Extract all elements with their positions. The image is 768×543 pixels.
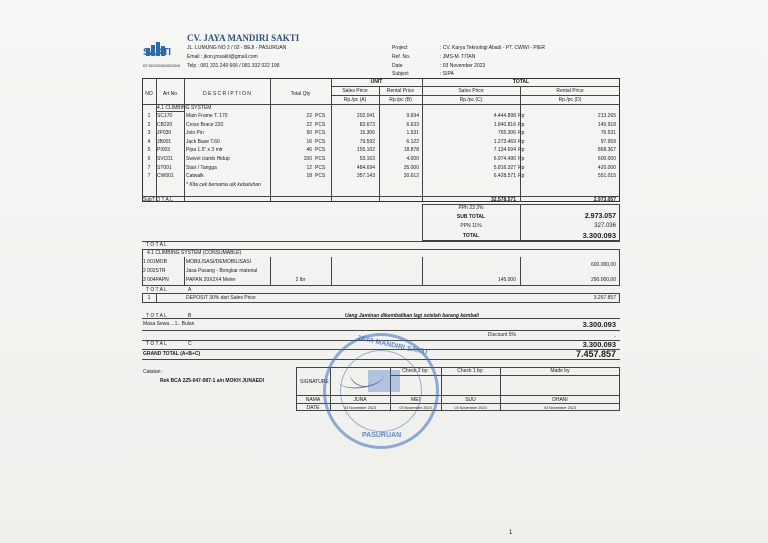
total-c-label: T O T A L <box>146 341 167 347</box>
total-header: TOTAL <box>512 79 530 85</box>
consumable-total-label: T O T A L <box>146 242 167 248</box>
stamp-bottom-text: PASURUAN <box>362 432 402 439</box>
item-qty: 22 <box>306 121 312 128</box>
item-cur: Rp <box>518 156 525 162</box>
ref-label: Ref. No. <box>392 54 411 60</box>
item-b: 9.694 <box>406 113 419 119</box>
item-c: 4.444.898 <box>493 113 516 119</box>
item-art: JB001 <box>157 138 172 145</box>
total-value: 3.300.093 <box>582 231 616 240</box>
item-art: CW001 <box>157 173 174 180</box>
item-unit: PCS <box>315 147 326 154</box>
item-qty: 150 <box>303 156 312 162</box>
project-label: Project <box>392 45 408 51</box>
item-a: 357.143 <box>356 173 375 180</box>
item-c: 6.428.571 <box>493 173 516 180</box>
item-c: 5.816.327 <box>493 164 516 171</box>
item-cur: Rp <box>518 138 525 145</box>
item-a: 484.694 <box>356 164 375 171</box>
item-desc: Cross Brace 220 <box>186 121 224 128</box>
total-a-letter: A <box>188 287 192 293</box>
subtotal-label: SubT O T A L <box>143 197 173 203</box>
deposit-value: 3.267.857 <box>593 295 616 301</box>
desc-header: D E S C R I P T I O N <box>203 91 251 97</box>
deposit-no: 1 <box>147 295 151 301</box>
rent-period: Masa Sewa ...1.. Bulan <box>143 321 195 327</box>
item-no: 3 <box>147 130 151 137</box>
consumable-code-2: 2 002STR <box>143 268 166 274</box>
name-2: MEI <box>411 397 420 403</box>
company-address: JL. LUMUNG NO 2 / 02 - BEJI - PASURUAN <box>187 45 287 51</box>
catatan-label: Catatan : <box>143 369 164 375</box>
item-c: 6.974.490 <box>493 156 516 162</box>
item-cur: Rp <box>518 113 525 119</box>
stamp-top-text: JAYA MANDIRI SAKTI <box>356 334 428 357</box>
date-label: Date <box>392 63 403 69</box>
item-qty: 22 <box>306 113 312 119</box>
item-a: 202.041 <box>356 113 375 119</box>
unit-header: UNIT <box>370 79 383 85</box>
item-b: 30.612 <box>403 173 419 180</box>
ppn-label: PPN 11% <box>460 223 482 229</box>
item-c: 1.273.469 <box>493 138 516 145</box>
name-4: DHANI <box>552 397 568 403</box>
item-unit: PCS <box>315 173 326 180</box>
discount-label: Discount 5% <box>487 332 516 338</box>
item-no: 7 <box>147 164 151 171</box>
item-a: 155.102 <box>356 147 375 154</box>
item-note: * Kita cek bersama utk kebutuhan <box>186 182 261 188</box>
date-3: 03 November 2023 <box>454 406 487 410</box>
date-1: 03 November 2023 <box>343 406 377 410</box>
item-unit: PCS <box>315 138 326 145</box>
item-cur: Rp <box>518 147 525 154</box>
signature-label: SIGNATURE <box>300 379 329 385</box>
item-art: JP030 <box>157 130 172 137</box>
rp-d-header: Rp./pc (D) <box>558 97 582 103</box>
item-d: 420.000 <box>597 164 616 171</box>
subtotal-c: 32.578.571 <box>490 197 516 203</box>
item-art: PI003 <box>157 147 171 154</box>
total-b-value: 3.300.093 <box>582 320 616 329</box>
date-value: : 03 November 2023 <box>440 63 486 69</box>
item-b: 18.878 <box>403 147 419 154</box>
item-d: 213.265 <box>597 113 616 119</box>
item-a: 53.163 <box>359 156 375 162</box>
date-2: 03 November 2023 <box>399 406 432 410</box>
consumable-section: 4.1 CLIMBING SYSTEM (CONSUMABLE) <box>147 250 242 256</box>
company-name: CV. JAYA MANDIRI SAKTI <box>187 33 300 43</box>
subject-label: Subject <box>392 71 409 77</box>
item-no: 7 <box>147 173 151 180</box>
item-no: 2 <box>147 121 151 128</box>
item-no: 4 <box>147 138 151 145</box>
logo-text: SAKTI <box>143 47 171 58</box>
item-c: 765.306 <box>497 130 516 137</box>
item-art: ST001 <box>157 164 172 171</box>
deposit-desc: DEPOSIT 30% dari Sales Price <box>186 295 256 301</box>
item-a: 83.673 <box>359 121 375 128</box>
item-art: SC170 <box>157 113 173 119</box>
sales-header-c: Sales Price <box>458 88 484 94</box>
consumable-desc-1: MOBILISASI/DEMOBILISASI <box>186 259 252 265</box>
consumable-code-1: 1 001MOB <box>143 259 167 265</box>
item-desc: Swivel clamb Hidup <box>186 156 230 162</box>
item-art: CB220 <box>157 121 173 128</box>
item-unit: PCS <box>315 121 326 128</box>
company-stamp <box>323 333 439 449</box>
item-d: 97.959 <box>600 138 616 145</box>
item-qty: 46 <box>306 147 312 154</box>
qty-header: Total Qty <box>290 91 311 97</box>
name-3: SUU <box>465 397 476 403</box>
item-desc: Jack Base T.60 <box>186 138 220 145</box>
item-qty: 50 <box>306 130 312 137</box>
company-phone: Telp : 081 331 249 666 / 081 332 022 195 <box>187 63 280 69</box>
subtotal-d: 2.973.057 <box>593 197 616 203</box>
item-b: 35.000 <box>403 164 419 171</box>
project-value: : CV. Karya Teknologi Abadi - PT. CWWI - PIER <box>440 45 546 51</box>
item-b: 4.000 <box>406 156 419 162</box>
item-qty: 18 <box>306 173 312 180</box>
check2-label: Check 2 by: <box>402 368 429 374</box>
item-unit: PCS <box>315 113 326 119</box>
check1-label: Check 1 by: <box>457 368 484 374</box>
discount-value: - <box>614 334 616 340</box>
pph-label: PPh 23 2% <box>458 205 484 211</box>
grand-total-value: 7.457.857 <box>575 349 616 359</box>
item-desc: Pipa 1.5" x 3 mtr <box>186 147 223 154</box>
sub-total-value: 2.973.057 <box>584 213 616 220</box>
item-no: 6 <box>147 156 151 162</box>
total-a-label: T O T A L <box>146 287 167 293</box>
item-c: 7.134.694 <box>493 147 516 154</box>
sales-header-a: Sales Price <box>342 88 368 94</box>
item-unit: PCS <box>315 130 326 137</box>
item-unit: PCS <box>315 164 326 171</box>
item-d: 145.918 <box>597 121 616 128</box>
item-no: 1 <box>147 113 151 119</box>
total-b-note: Uang Jaminan dikembalikan lagi setelah barang kembali <box>345 313 479 319</box>
total-label: TOTAL <box>462 233 480 239</box>
item-c: 1.840.816 <box>493 121 516 128</box>
item-cur: Rp <box>518 164 525 171</box>
item-qty: 12 <box>306 164 312 171</box>
rp-b-header: Rp./pc (B) <box>389 97 412 103</box>
rental-header-d: Rental Price <box>556 88 584 94</box>
page-number: 1 <box>509 530 513 536</box>
item-no: 5 <box>147 147 151 154</box>
total-c-value: 3.300.093 <box>582 340 616 349</box>
total-b-letter: B <box>188 313 192 319</box>
company-cert: KT.ISO/2015/0022/KK <box>143 64 181 68</box>
section-title: 4.1 CLIMBING SYSTEM <box>157 105 212 111</box>
name-1: JUNA <box>353 397 367 403</box>
rental-header-b: Rental Price <box>386 88 415 94</box>
consumable-qty-3: 2 lbr <box>295 277 306 283</box>
no-header: NO <box>145 91 153 97</box>
consumable-code-3: 3 004PAPN <box>143 277 169 283</box>
item-a: 79.592 <box>359 138 375 145</box>
item-cur: Rp <box>518 130 525 137</box>
grand-total-label: GRAND TOTAL (A+B+C) <box>143 351 201 357</box>
item-b: 1.531 <box>406 130 419 137</box>
consumable-d-3: 290.000,00 <box>590 277 616 283</box>
item-cur: Rp <box>518 173 525 180</box>
consumable-desc-3: PAPAN 20X2X4 Meter <box>186 277 236 283</box>
bank-info: Rek BCA 225-047-087-1 a/n MOKH JUNAEDI <box>160 378 265 384</box>
item-qty: 16 <box>306 138 312 145</box>
date-4: 03 November 2023 <box>543 406 577 410</box>
total-b-label: T O T A L <box>146 313 167 319</box>
sub-total-label: SUB TOTAL <box>456 214 486 220</box>
made-by-label: Made by <box>550 368 570 374</box>
item-b: 6.122 <box>406 138 419 145</box>
item-desc: Join Pin <box>186 130 204 137</box>
ref-value: : JMS-M. TITAN <box>440 54 476 60</box>
item-desc: Catwalk <box>186 173 204 180</box>
item-d: 76.531 <box>600 130 616 137</box>
company-email: Email : jkon.jmsakti@gmail.com <box>187 54 258 60</box>
art-header: Art No <box>162 91 178 97</box>
consumable-c-3: 145.000 <box>497 277 516 283</box>
item-a: 15.306 <box>359 130 375 137</box>
item-art: SVC01 <box>157 156 173 162</box>
consumable-d-1: 600.000,00 <box>590 262 616 268</box>
subject-value: : SIPA <box>440 71 454 77</box>
item-d: 600.000 <box>597 156 616 162</box>
date-row-label: DATE <box>306 405 320 411</box>
total-c-letter: C <box>188 341 192 347</box>
nama-label: NAMA <box>305 397 321 403</box>
ppn-value: 327.036 <box>594 223 616 229</box>
item-unit: PCS <box>315 156 326 162</box>
item-desc: Stair / Tangga <box>186 164 217 171</box>
item-desc: Main Frame T. 170 <box>186 113 228 119</box>
item-d: 868.367 <box>597 147 616 154</box>
consumable-desc-2: Jasa Pasang - Bongkar material <box>186 268 258 274</box>
rp-a-header: Rp./pc (A) <box>343 97 367 103</box>
item-b: 6.633 <box>406 121 419 128</box>
item-d: 551.015 <box>597 173 616 180</box>
item-cur: Rp <box>518 121 525 128</box>
rp-c-header: Rp./pc (C) <box>459 97 483 103</box>
